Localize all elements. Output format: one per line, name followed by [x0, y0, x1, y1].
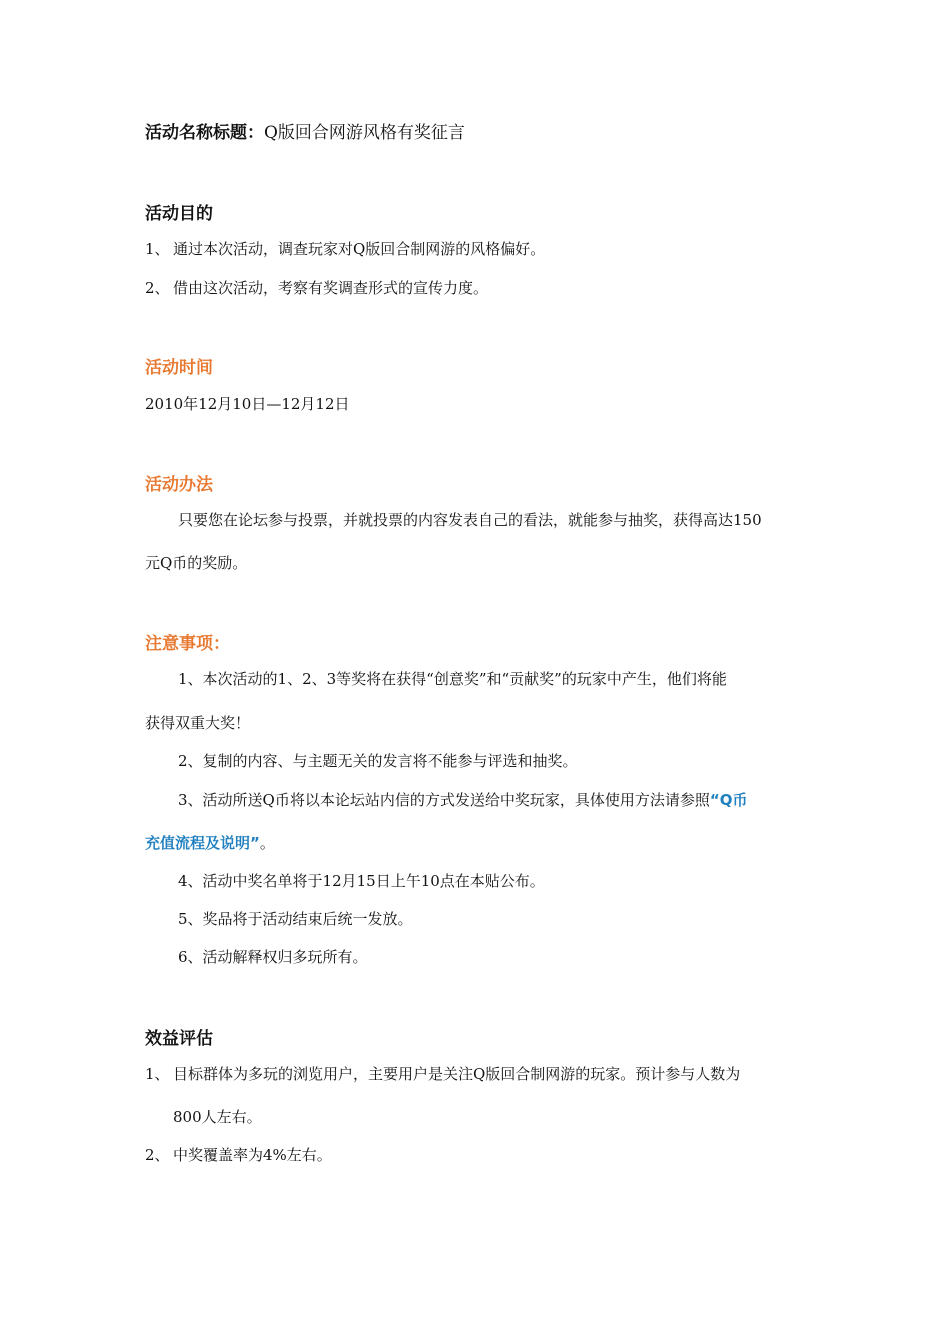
- time-text: 2010年12月10日—12月12日: [145, 395, 350, 413]
- benefit-heading: 效益评估: [145, 1029, 213, 1049]
- benefit-item-1-line-2: 800人左右。: [173, 1108, 262, 1126]
- purpose-item-2-number: 2、: [145, 279, 170, 297]
- method-text-line-1: 只要您在论坛参与投票，并就投票的内容发表自己的看法，就能参与抽奖，获得高达150: [178, 511, 762, 529]
- notes-item-3-text: 3、活动所送Q币将以本论坛站内信的方式发送给中奖玩家，具体使用方法请参照: [178, 791, 710, 809]
- notes-item-6: 6、活动解释权归多玩所有。: [178, 948, 368, 966]
- purpose-item-1: [145, 239, 810, 259]
- notes-item-3-line-2: [145, 833, 810, 853]
- notes-item-2: 2、复制的内容、与主题无关的发言将不能参与评选和抽奖。: [178, 752, 578, 770]
- benefit-item-2-number: 2、: [145, 1146, 170, 1164]
- notes-heading: 注意事项：: [145, 634, 230, 654]
- activity-title-label: 活动名称标题：: [145, 123, 264, 143]
- qcoin-guide-link-continued[interactable]: 充值流程及说明”: [145, 834, 260, 852]
- time-heading: 活动时间: [145, 358, 213, 378]
- activity-title: [145, 118, 810, 143]
- notes-item-1-line-2: 获得双重大奖！: [145, 714, 251, 732]
- activity-title-value: Q版回合网游风格有奖征言: [264, 123, 465, 143]
- method-heading: 活动办法: [145, 475, 213, 495]
- notes-item-3-line-1: [178, 790, 810, 810]
- notes-item-5: 5、奖品将于活动结束后统一发放。: [178, 910, 413, 928]
- qcoin-guide-link[interactable]: “Q币: [709, 791, 748, 809]
- purpose-item-1-text: 通过本次活动，调查玩家对Q版回合制网游的风格偏好。: [173, 240, 546, 258]
- purpose-item-2: [145, 278, 810, 298]
- purpose-item-2-text: 借由这次活动，考察有奖调查形式的宣传力度。: [173, 279, 489, 297]
- benefit-item-1-text: 目标群体为多玩的浏览用户，主要用户是关注Q版回合制网游的玩家。预计参与人数为: [173, 1065, 741, 1083]
- purpose-heading: 活动目的: [145, 204, 213, 224]
- notes-item-1-line-1: 1、本次活动的1、2、3等奖将在获得“创意奖”和“贡献奖”的玩家中产生，他们将能: [178, 670, 727, 688]
- benefit-item-1-number: 1、: [145, 1065, 170, 1083]
- benefit-item-2: [145, 1145, 810, 1165]
- notes-item-3-end: 。: [259, 834, 275, 852]
- notes-item-4: 4、活动中奖名单将于12月15日上午10点在本贴公布。: [178, 872, 545, 890]
- benefit-item-2-text: 中奖覆盖率为4%左右。: [173, 1146, 332, 1164]
- purpose-item-1-number: 1、: [145, 240, 170, 258]
- method-text-line-2: 元Q币的奖励。: [145, 554, 248, 572]
- benefit-item-1-line-1: [145, 1064, 810, 1084]
